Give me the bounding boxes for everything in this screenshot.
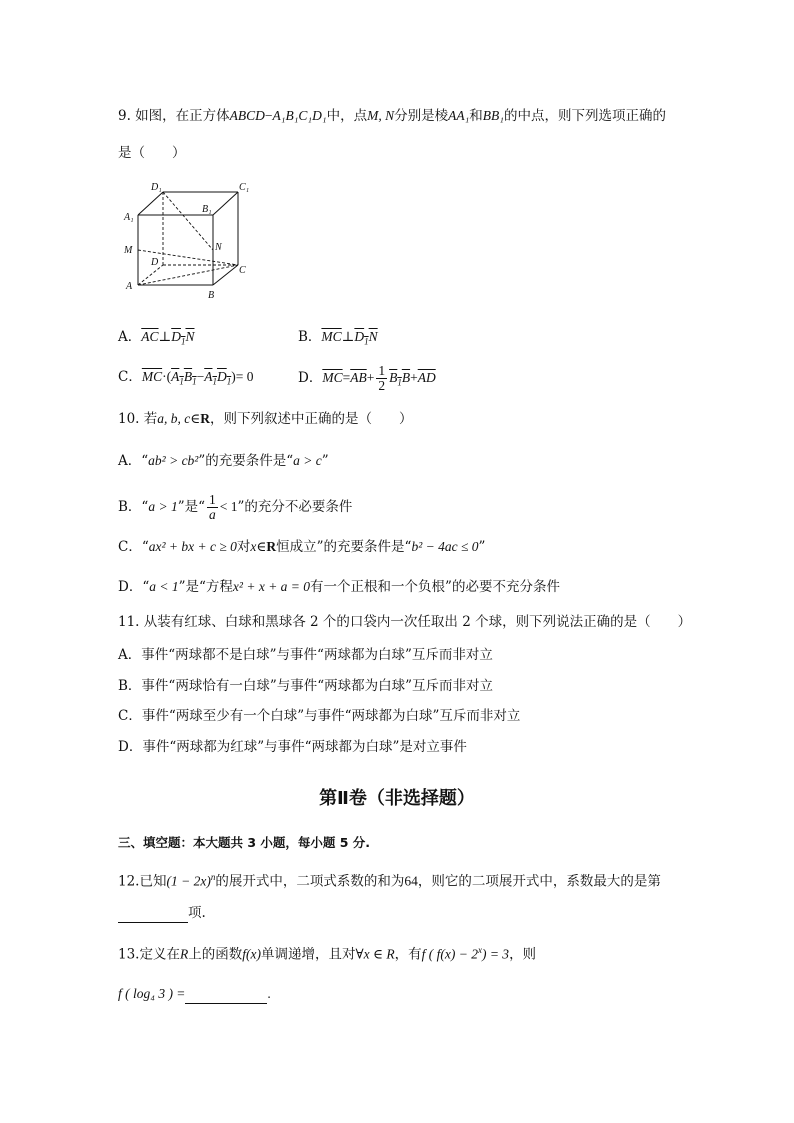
q12-answer-line: 项. — [118, 903, 206, 923]
label-A: A — [126, 281, 133, 292]
label-C1: C₁ — [239, 182, 250, 193]
cube-figure — [118, 180, 250, 302]
label-D: D — [151, 257, 159, 268]
q13-answer-line: f ( log₄ 3 ) = . — [118, 984, 271, 1004]
label-D1: D₁ — [151, 182, 162, 193]
q9-stem-line2: 是（ ） — [118, 145, 186, 161]
label-B1: B₁ — [202, 204, 212, 215]
q9-option-d: D．$\overline{MC}=\overline{AB}+$ $\frac{1}{2}$ $B_1B+\overline{AD}$ — [298, 363, 436, 393]
q11-option-a: A．事件“两球都不是白球”与事件“两球都为白球”互斥而非对立 — [118, 647, 493, 663]
q9-option-a: A．$\overline{AC}\perp D_1N$ — [118, 329, 195, 347]
q9-option-c: C．$\overline{MC}\cdot(A_1B_1-A_1D_1)= 0$ — [118, 369, 254, 387]
q11-stem: 11. 从装有红球、白球和黑球各 2 个的口袋内一次任取出 2 个球，则下列说法正确的是（ ） — [118, 614, 692, 630]
label-B: B — [208, 290, 215, 301]
q10-stem: 10. 若a, b, c∈R，则下列叙述中正确的是（ ） — [118, 411, 413, 427]
fill-in-heading: 三、填空题：本大题共 3 小题，每小题 5 分. — [118, 835, 371, 850]
label-M: M — [124, 245, 133, 256]
q11-option-d: D．事件“两球都为红球”与事件“两球都为白球”是对立事件 — [118, 739, 467, 755]
q9-stem-line1: 9. 如图，在正方体ABCD−A₁B₁C₁D₁中，点M, N分别是棱AA₁和BB₁的中点，则下列选项正确的 — [118, 108, 666, 124]
q10-option-b: B．“a > 1”是“ $\frac{1}{a}$ < 1”的充分不必要条件 — [118, 492, 353, 522]
section-title: 第Ⅱ卷（非选择题） — [319, 788, 475, 809]
label-A1: A₁ — [124, 212, 134, 223]
q12-stem: 12.已知$(1 - 2x)^n$的展开式中，二项式系数的和为64，则它的二项展开式中，系数最大的是第 — [118, 872, 661, 890]
label-C: C — [239, 265, 246, 276]
q10-option-a: A．“ab² > cb²”的充要条件是“a > c” — [118, 453, 329, 469]
q9-option-b: B．$\overline{MC}\perp D_1N$ — [298, 329, 378, 347]
q13-stem: 13.定义在R上的函数f(x)单调递增，且对∀x ∈ R，有f ( $f(x) - 2^x) = 3$，则 — [118, 945, 537, 963]
q12-answer-blank[interactable] — [118, 906, 188, 923]
q11-option-b: B．事件“两球恰有一白球”与事件“两球都为白球”互斥而非对立 — [118, 678, 494, 694]
q10-option-c: C．“ax² + bx + c ≥ 0对x∈R恒成立”的充要条件是“b² − 4ac ≤ 0” — [118, 539, 486, 555]
q13-answer-blank[interactable] — [185, 987, 267, 1004]
q11-option-c: C．事件“两球至少有一个白球”与事件“两球都为白球”互斥而非对立 — [118, 708, 521, 724]
q10-option-d: D．“a < 1”是“方程x² + x + a = 0有一个正根和一个负根”的必要不充分条件 — [118, 579, 560, 595]
label-N: N — [215, 242, 222, 253]
